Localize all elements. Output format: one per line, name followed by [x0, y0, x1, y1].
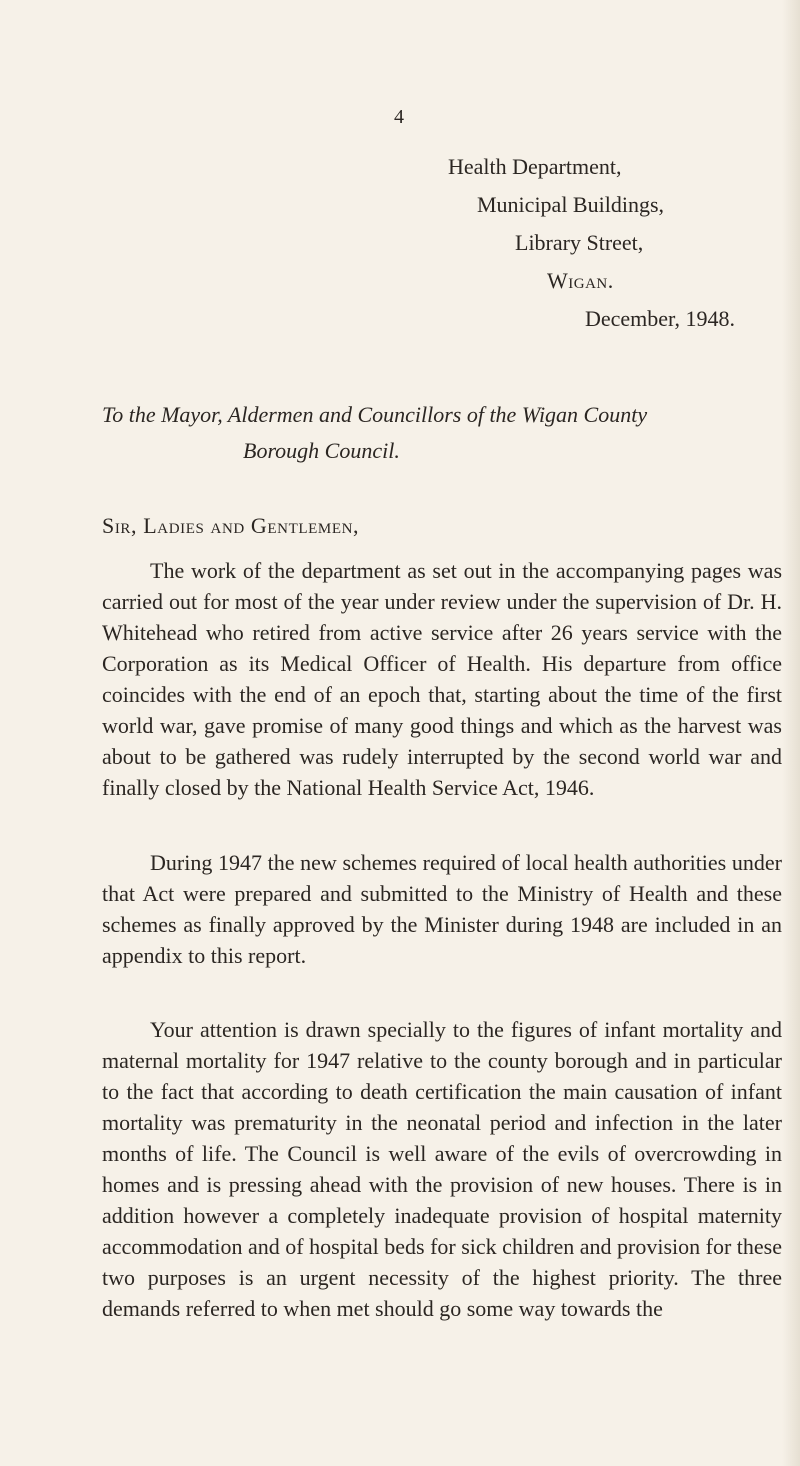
address-line-street: Library Street, [515, 230, 644, 255]
page-number: 4 [394, 106, 404, 128]
page-edge-shadow [782, 0, 800, 1466]
address-line-department: Health Department, [448, 154, 622, 179]
address-line-building: Municipal Buildings, [477, 192, 664, 217]
addressee [102, 397, 782, 469]
paragraph-1: The work of the department as set out in the accompanying pages was carried out for most of the year under review under the supervision of Dr. H. Whitehead who retired from active service after 26 years service with the Corporation as its Medical Officer of Health. His departure from office coincides with the end of an epoch that, starting about the time of the first world war, gave promise of many good things and which as the harvest was about to be gathered was rudely interrupted by the second world war and finally closed by the National Health Service Act, 1946. [102, 558, 782, 800]
salutation: Sir, Ladies and Gentlemen, [102, 513, 360, 538]
addressee-line-1: To the Mayor, Aldermen and Councillors of the Wigan County [102, 402, 648, 427]
paragraph-2: During 1947 the new schemes required of local health authorities under that Act were prepared and submitted to the Ministry of Health and these schemes as finally approved by the Minister during 1948 are included in an appendix to this report. [102, 850, 782, 968]
address-line-town: Wigan. [547, 268, 614, 293]
address-line-date: December, 1948. [585, 306, 736, 331]
sender-address [0, 148, 772, 338]
paragraph-3: Your attention is drawn specially to the figures of infant mortality and maternal mortality for 1947 relative to the county borough and in particular to the fact that according to death certification the main causation of infant mortality was prematurity in the neonatal period and infection in the later months of life. The Council is well aware of the evils of overcrowding in homes and is pressing ahead with the provision of new houses. There is in addition however a completely inadequate provision of hospital maternity accommodation and of hospital beds for sick children and provision for these two purposes is an urgent necessity of the highest priority. The three demands referred to when met should go some way towards the [102, 1017, 782, 1321]
addressee-line-2: Borough Council. [243, 438, 400, 463]
